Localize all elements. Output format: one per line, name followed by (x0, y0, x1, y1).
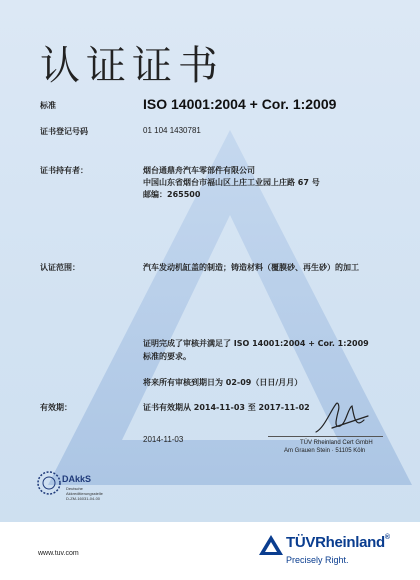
dakks-line-2: Akkreditierungsstelle (66, 491, 103, 496)
holder-address: 中国山东省烟台市福山区上庄工业园上庄路 67 号 (143, 178, 320, 187)
dakks-mark: DAkkS (62, 474, 92, 484)
website-link[interactable]: www.tuv.com (38, 550, 79, 557)
issuer-company: TÜV Rheinland Cert GmbH (300, 440, 373, 446)
issuer-address: Am Grauen Stein · 51105 Köln (284, 448, 366, 454)
tuv-triangle-logo-icon (258, 534, 284, 556)
validity-value: 证书有效期从 2014-11-03 至 2017-11-02 (143, 403, 310, 412)
holder-label: 证书持有者： (40, 166, 88, 175)
dakks-logo-icon (36, 470, 62, 496)
standard-label: 标准 (40, 101, 56, 110)
scope-value: 汽车发动机缸盖的制造；铸造材料（覆膜砂、再生砂）的加工 (143, 263, 359, 272)
holder-postcode: 邮编：265500 (143, 190, 201, 199)
signature (312, 398, 372, 438)
holder-name: 烟台通鼎舟汽车零部件有限公司 (143, 166, 255, 175)
signature-line (268, 436, 383, 437)
tuv-brand (286, 534, 390, 551)
tuv-brand-name: TÜVRheinland (286, 534, 385, 551)
certificate-title: 认证证书 (40, 43, 224, 89)
validity-label: 有效期： (40, 403, 72, 412)
registered-mark: ® (384, 534, 390, 541)
statement-line-2: 标准的要求。 (143, 352, 191, 361)
registration-number-value: 01 104 1430781 (143, 126, 201, 135)
audit-due-date: 将来所有审核到期日为 02-09（日日/月月） (143, 378, 303, 387)
registration-number-label: 证书登记号码 (40, 127, 88, 136)
dakks-line-1: Deutsche (66, 486, 83, 491)
issue-date: 2014-11-03 (143, 435, 184, 444)
scope-label: 认证范围： (40, 263, 80, 272)
standard-value: ISO 14001:2004 + Cor. 1:2009 (143, 96, 337, 112)
dakks-details (66, 486, 103, 501)
dakks-line-3: D-ZM-16031-04-00 (66, 496, 101, 501)
statement-line-1: 证明完成了审核并满足了 ISO 14001:2004 + Cor. 1:2009 (143, 339, 369, 348)
tuv-tagline: Precisely Right. (286, 555, 349, 565)
